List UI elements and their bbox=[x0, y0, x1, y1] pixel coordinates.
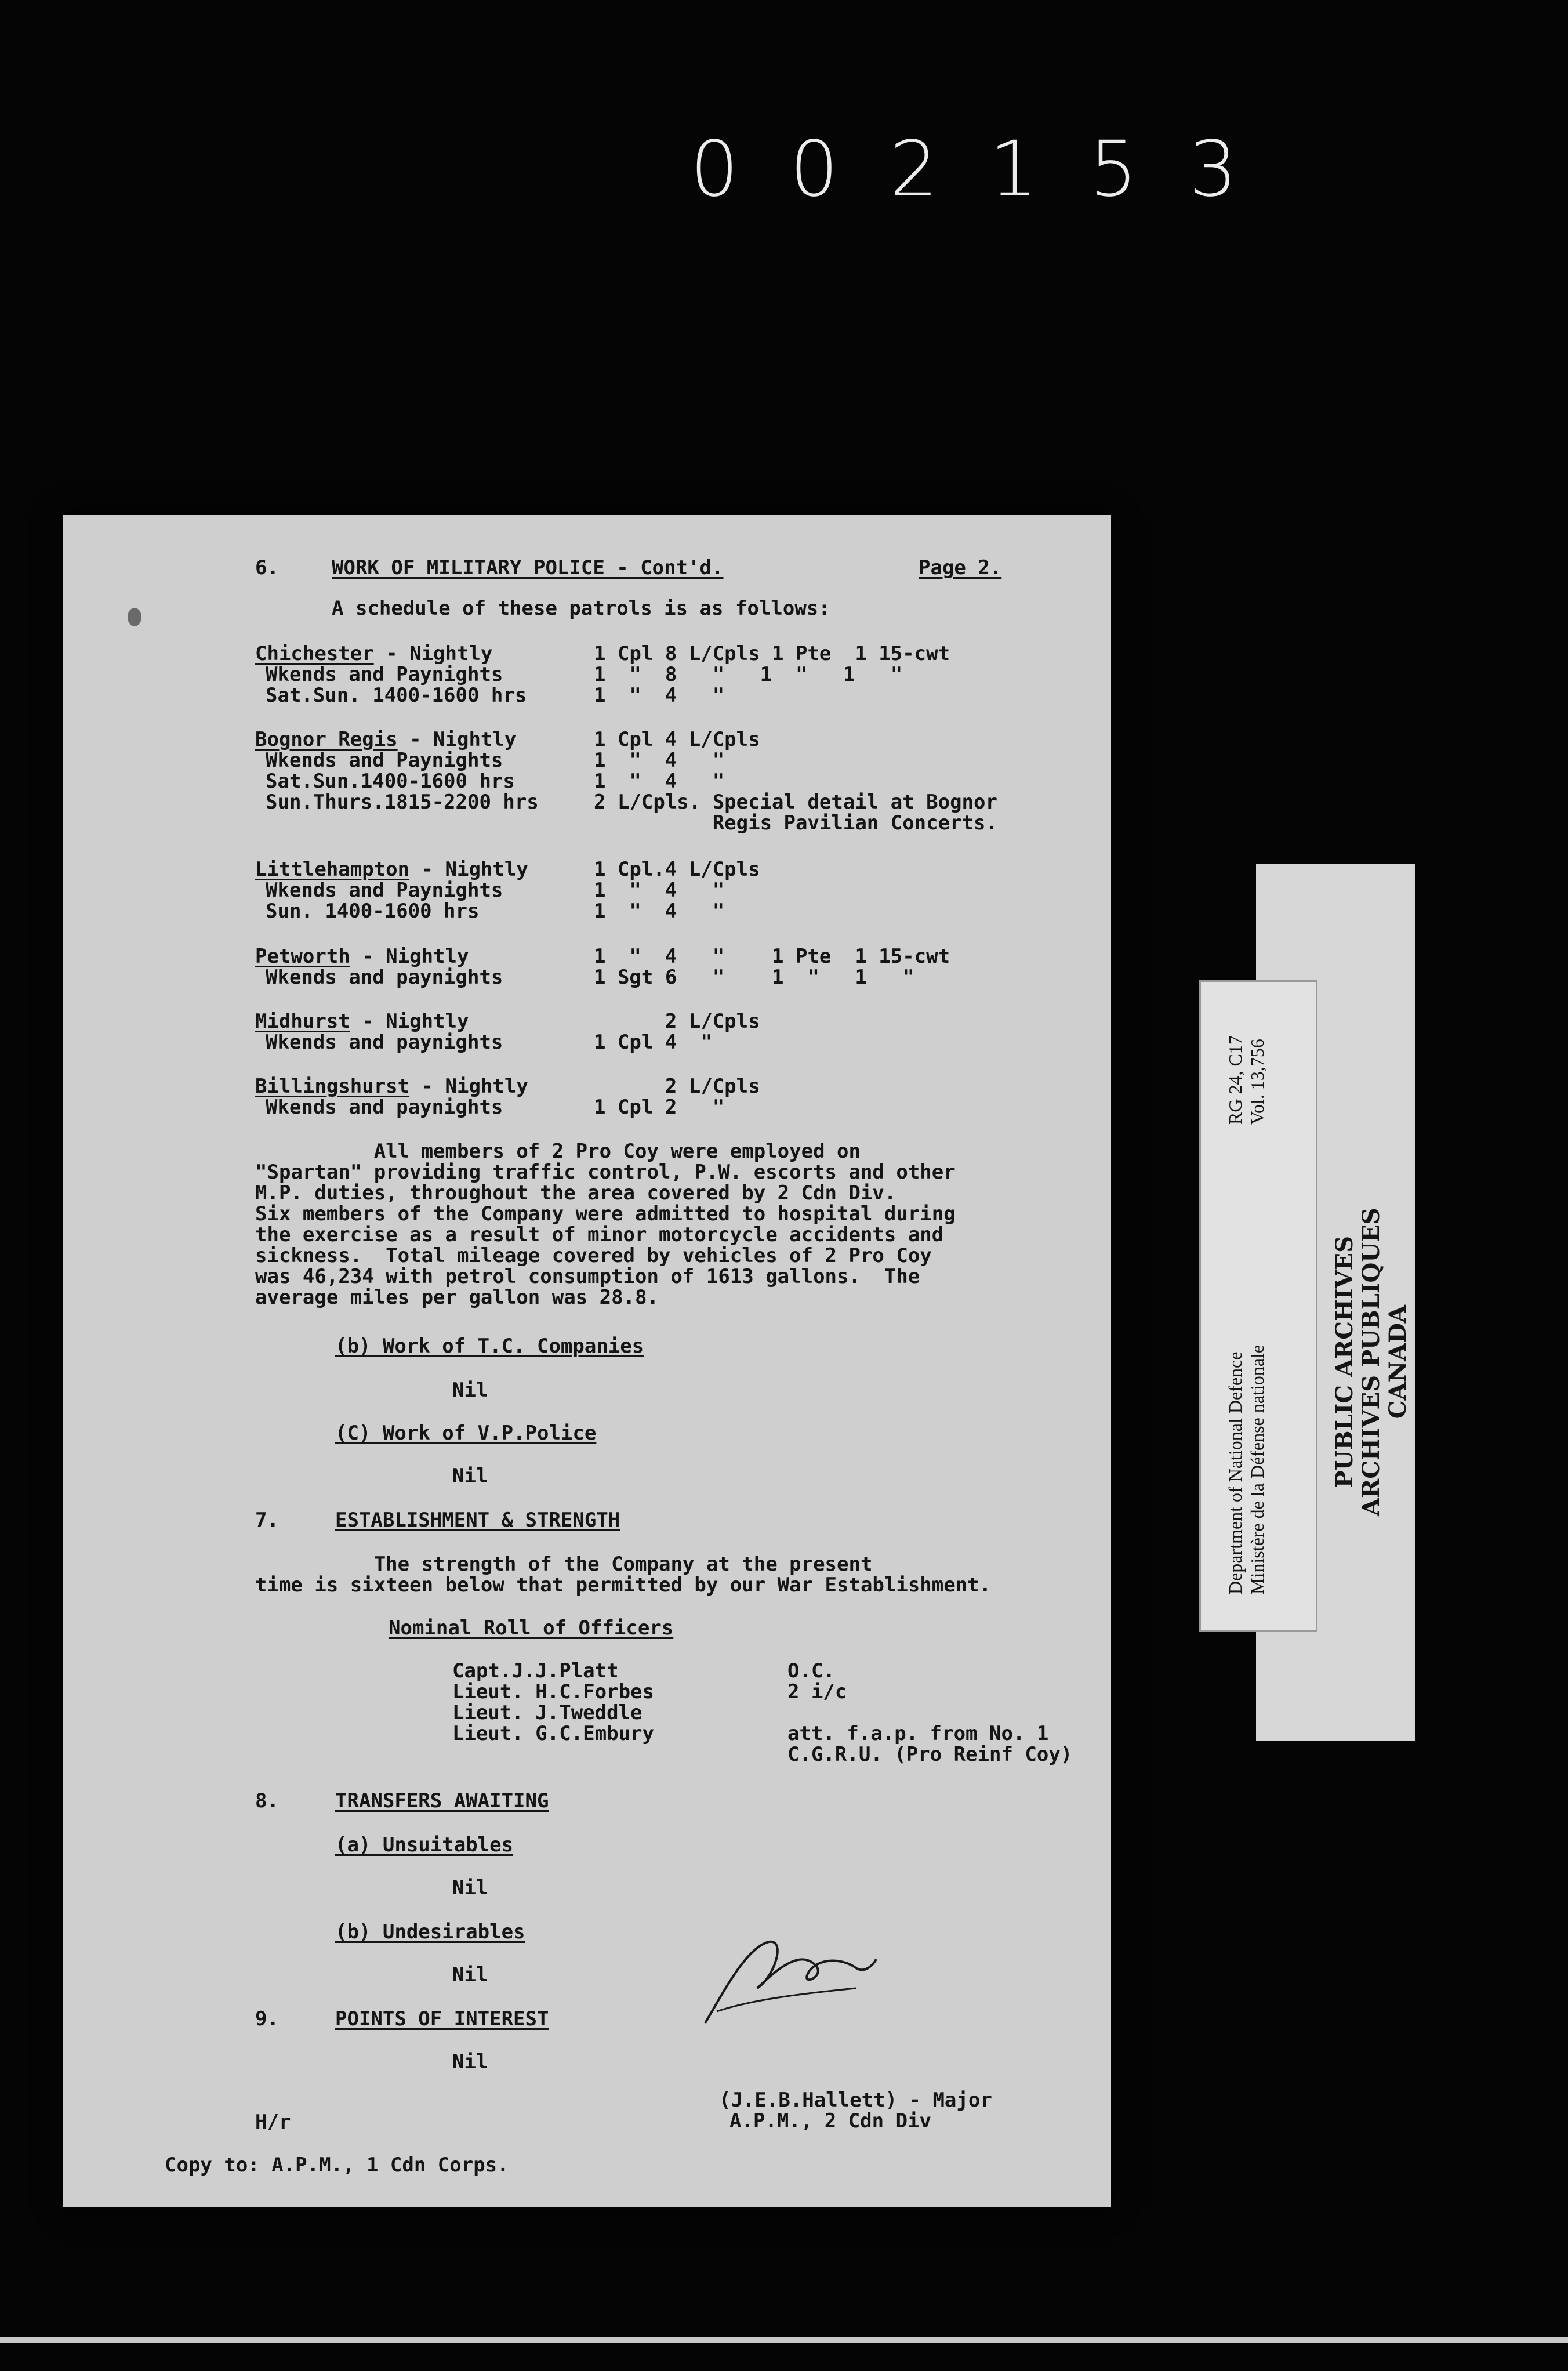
nil-value: Nil bbox=[452, 1464, 488, 1488]
patrol-detail: 1 " 4 " bbox=[594, 770, 725, 793]
nil-value: Nil bbox=[452, 2050, 488, 2073]
patrol-label: Sat.Sun. 1400-1600 hrs bbox=[266, 684, 527, 707]
strength-line: The strength of the Company at the present bbox=[255, 1553, 873, 1576]
officer-name: Capt.J.J.Platt bbox=[452, 1659, 619, 1683]
patrol-detail: 1 Cpl 8 L/Cpls 1 Pte 1 15-cwt bbox=[594, 642, 950, 665]
patrol-label: Wkends and Paynights bbox=[266, 663, 503, 686]
patrol-detail: 1 Cpl 4 " bbox=[594, 1031, 713, 1054]
department-name: Department of National Defence Ministère de la Défense nationale bbox=[1225, 1344, 1268, 1594]
page-label: Page 2. bbox=[919, 556, 1002, 579]
subsection-b-title: (b) Work of T.C. Companies bbox=[335, 1335, 644, 1358]
patrol-detail: 2 L/Cpls bbox=[594, 1010, 760, 1033]
section-title-9: POINTS OF INTEREST bbox=[335, 2007, 549, 2031]
section-number-7: 7. bbox=[255, 1509, 279, 1532]
paragraph-line: sickness. Total mileage covered by vehicles of 2 Pro Coy bbox=[255, 1244, 932, 1267]
public-archives-stamp: PUBLIC ARCHIVES ARCHIVES PUBLIQUES CANADA bbox=[1331, 1208, 1411, 1516]
patrol-detail: 1 Cpl 2 " bbox=[594, 1096, 725, 1119]
strength-line: time is sixteen below that permitted by our War Establishment. bbox=[255, 1574, 992, 1597]
patrol-detail: 1 " 4 " bbox=[594, 684, 725, 707]
officer-role: 2 i/c bbox=[787, 1680, 847, 1703]
patrol-label: Sat.Sun.1400-1600 hrs bbox=[266, 770, 515, 793]
schedule-intro: A schedule of these patrols is as follows: bbox=[332, 597, 830, 620]
frame-number: 002153 bbox=[690, 125, 1288, 214]
paragraph-line: All members of 2 Pro Coy were employed on bbox=[255, 1140, 861, 1163]
film-edge bbox=[0, 2337, 1568, 2343]
subsection-8a-title: (a) Unsuitables bbox=[335, 1833, 514, 1857]
patrol-label: Sun.Thurs.1815-2200 hrs bbox=[266, 791, 539, 814]
initials: H/r bbox=[255, 2111, 291, 2134]
nil-value: Nil bbox=[452, 1876, 488, 1899]
signatory-name: (J.E.B.Hallett) - Major bbox=[719, 2089, 992, 2112]
officer-role: O.C. bbox=[787, 1659, 835, 1683]
patrol-name: Littlehampton - Nightly bbox=[255, 858, 528, 881]
section-number-9: 9. bbox=[255, 2007, 279, 2031]
patrol-label: Wkends and paynights bbox=[266, 966, 503, 989]
archive-reference: RG 24, C17 Vol. 13,756 bbox=[1225, 1035, 1268, 1125]
patrol-detail: Regis Pavilian Concerts. bbox=[594, 811, 997, 835]
patrol-label: Sun. 1400-1600 hrs bbox=[266, 900, 480, 923]
signatory-title: A.P.M., 2 Cdn Div bbox=[729, 2109, 931, 2133]
patrol-detail: 1 Cpl 4 L/Cpls bbox=[594, 728, 760, 751]
archive-reference-label bbox=[1199, 980, 1317, 1632]
officer-name: Lieut. J.Tweddle bbox=[452, 1701, 643, 1724]
patrol-detail: 1 " 4 " 1 Pte 1 15-cwt bbox=[594, 945, 950, 968]
section-title-6: WORK OF MILITARY POLICE - Cont'd. bbox=[332, 556, 724, 579]
copy-to: Copy to: A.P.M., 1 Cdn Corps. bbox=[165, 2154, 509, 2177]
patrol-detail: 1 " 4 " bbox=[594, 749, 725, 772]
paragraph-line: average miles per gallon was 28.8. bbox=[255, 1286, 659, 1309]
patrol-label: Wkends and paynights bbox=[266, 1096, 503, 1119]
subsection-c-title: (C) Work of V.P.Police bbox=[335, 1422, 597, 1445]
patrol-detail: 1 " 4 " bbox=[594, 900, 725, 923]
officer-role: C.G.R.U. (Pro Reinf Coy) bbox=[787, 1743, 1073, 1766]
patrol-detail: 2 L/Cpls bbox=[594, 1075, 760, 1098]
paragraph-line: M.P. duties, throughout the area covered by 2 Cdn Div. bbox=[255, 1181, 896, 1205]
document-page bbox=[63, 515, 1111, 2207]
paragraph-line: was 46,234 with petrol consumption of 1613 gallons. The bbox=[255, 1265, 920, 1288]
officer-role: att. f.a.p. from No. 1 bbox=[787, 1722, 1049, 1745]
punch-hole bbox=[128, 608, 141, 626]
nil-value: Nil bbox=[452, 1379, 488, 1402]
patrol-name: Petworth - Nightly bbox=[255, 945, 469, 968]
patrol-name: Billingshurst - Nightly bbox=[255, 1075, 528, 1098]
paragraph-line: "Spartan" providing traffic control, P.W. escorts and other bbox=[255, 1161, 956, 1184]
patrol-name: Bognor Regis - Nightly bbox=[255, 728, 517, 751]
patrol-label: Wkends and Paynights bbox=[266, 879, 503, 902]
nominal-roll-title: Nominal Roll of Officers bbox=[389, 1616, 674, 1640]
patrol-name: Midhurst - Nightly bbox=[255, 1010, 469, 1033]
section-number-8: 8. bbox=[255, 1789, 279, 1812]
officer-name: Lieut. H.C.Forbes bbox=[452, 1680, 654, 1703]
patrol-detail: 1 Cpl.4 L/Cpls bbox=[594, 858, 760, 881]
subsection-8b-title: (b) Undesirables bbox=[335, 1920, 525, 1944]
patrol-label: Wkends and paynights bbox=[266, 1031, 503, 1054]
nil-value: Nil bbox=[452, 1963, 488, 1986]
patrol-label: Wkends and Paynights bbox=[266, 749, 503, 772]
patrol-detail: 1 Sgt 6 " 1 " 1 " bbox=[594, 966, 914, 989]
patrol-name: Chichester - Nightly bbox=[255, 642, 493, 665]
patrol-detail: 2 L/Cpls. Special detail at Bognor bbox=[594, 791, 997, 814]
handwritten-signature bbox=[682, 1924, 879, 2029]
paragraph-line: the exercise as a result of minor motorcycle accidents and bbox=[255, 1223, 944, 1246]
section-title-7: ESTABLISHMENT & STRENGTH bbox=[335, 1509, 620, 1532]
patrol-detail: 1 " 4 " bbox=[594, 879, 725, 902]
section-title-8: TRANSFERS AWAITING bbox=[335, 1789, 549, 1812]
patrol-detail: 1 " 8 " 1 " 1 " bbox=[594, 663, 903, 686]
paragraph-line: Six members of the Company were admitted to hospital during bbox=[255, 1202, 956, 1226]
section-number-6: 6. bbox=[255, 556, 279, 579]
officer-name: Lieut. G.C.Embury bbox=[452, 1722, 654, 1745]
